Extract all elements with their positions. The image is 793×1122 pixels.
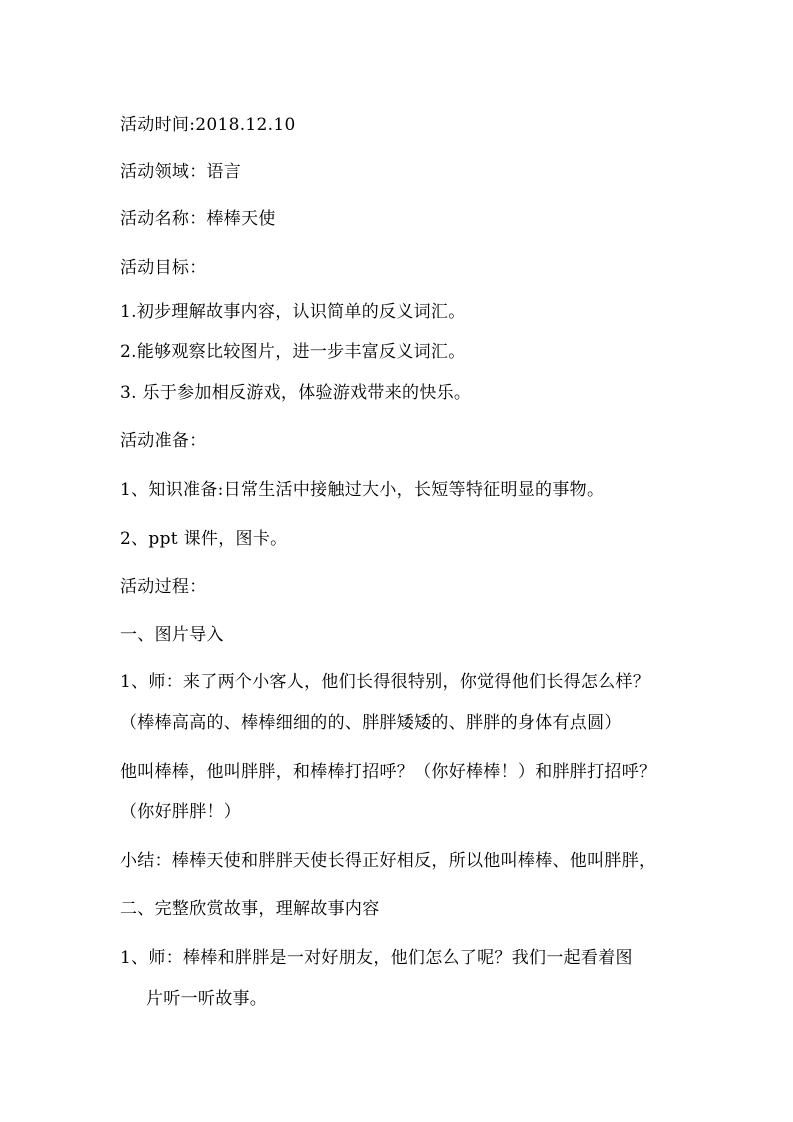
activity-prep-heading: 活动准备：: [120, 431, 207, 451]
section-heading-1: 一、图片导入: [120, 625, 224, 645]
paragraph-line: 1、师：棒棒和胖胖是一对好朋友，他们怎么了呢？我们一起看着图: [120, 948, 633, 968]
activity-process-heading: 活动过程：: [120, 577, 207, 597]
prep-item-2: 2、ppt 课件，图卡。: [120, 529, 288, 549]
prep-item-1: 1、知识准备:日常生活中接触过大小，长短等特征明显的事物。: [120, 480, 605, 500]
activity-field: 活动领域：语言: [120, 162, 242, 182]
paragraph-line: 他叫棒棒，他叫胖胖，和棒棒打招呼？（你好棒棒！）和胖胖打招呼？: [120, 762, 657, 782]
section-heading-2: 二、完整欣赏故事，理解故事内容: [120, 899, 380, 919]
goal-item-2: 2.能够观察比较图片，进一步丰富反义词汇。: [120, 342, 466, 362]
activity-time: 活动时间:2018.12.10: [120, 115, 296, 135]
goal-item-1: 1.初步理解故事内容，认识简单的反义词汇。: [120, 302, 466, 322]
activity-name: 活动名称：棒棒天使: [120, 209, 276, 229]
goal-item-3: 3. 乐于参加相反游戏，体验游戏带来的快乐。: [120, 383, 472, 403]
activity-goals-heading: 活动目标：: [120, 258, 207, 278]
paragraph-line: 1、师：来了两个小客人，他们长得很特别，你觉得他们长得怎么样？: [120, 672, 651, 692]
paragraph-line: （你好胖胖！）: [120, 802, 242, 822]
summary-line: 小结：棒棒天使和胖胖天使长得正好相反，所以他叫棒棒、他叫胖胖，: [120, 851, 657, 871]
paragraph-line: 片听一听故事。: [146, 989, 268, 1009]
paragraph-line: （棒棒高高的、棒棒细细的的、胖胖矮矮的、胖胖的身体有点圆）: [120, 713, 622, 733]
